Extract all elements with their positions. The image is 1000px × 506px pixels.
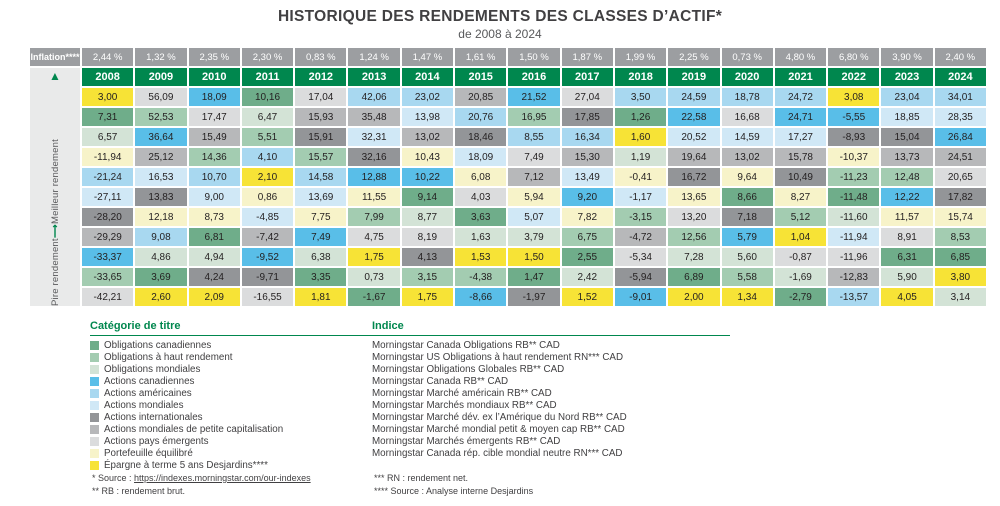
returns-table <box>30 48 986 306</box>
inflation-value-2019: 2,25 % <box>668 48 719 66</box>
cell-2020-ET: 1,34 <box>722 288 773 306</box>
cell-2018-PE: -5,34 <box>615 248 666 266</box>
cell-2013-AM: 32,31 <box>348 128 399 146</box>
cell-2014-OC: 9,14 <box>402 188 453 206</box>
year-header-2024: 2024 <box>935 68 986 86</box>
cell-2014-ET: 1,75 <box>402 288 453 306</box>
legend-label-OM: Obligations mondiales <box>104 363 201 375</box>
year-header-2010: 2010 <box>189 68 240 86</box>
cell-2021-ET: 1,04 <box>775 228 826 246</box>
cell-2020-OHR: 5,58 <box>722 268 773 286</box>
inflation-value-2020: 0,73 % <box>722 48 773 66</box>
cell-2009-AI: 13,83 <box>135 188 186 206</box>
cell-2016-OC: 1,47 <box>508 268 559 286</box>
cell-2013-ET: 1,75 <box>348 248 399 266</box>
year-header-2011: 2011 <box>242 68 293 86</box>
cell-2020-PEQ: 9,64 <box>722 168 773 186</box>
cell-2015-AA: 20,76 <box>455 108 506 126</box>
cell-2019-OC: 6,89 <box>668 268 719 286</box>
cell-2024-AC: 26,84 <box>935 128 986 146</box>
legend-index-OHR: Morningstar US Obligations à haut rendement RN*** CAD <box>372 351 624 363</box>
cell-2024-PE: 20,65 <box>935 168 986 186</box>
cell-2023-PEQ: 11,57 <box>881 208 932 226</box>
cell-2011-PEQ: 0,86 <box>242 188 293 206</box>
cell-2010-AC: 18,09 <box>189 88 240 106</box>
cell-2012-OC: 3,35 <box>295 268 346 286</box>
cell-2021-PEQ: 8,27 <box>775 188 826 206</box>
cell-2017-PEQ: 7,82 <box>562 208 613 226</box>
cell-2008-PC: -29,29 <box>82 228 133 246</box>
cell-2024-AI: 17,82 <box>935 188 986 206</box>
cell-2016-PC: 7,12 <box>508 168 559 186</box>
cell-2015-PC: 20,85 <box>455 88 506 106</box>
year-header-2016: 2016 <box>508 68 559 86</box>
cell-2018-AM: -1,17 <box>615 188 666 206</box>
cell-2021-AM: 17,27 <box>775 128 826 146</box>
cell-2012-PE: 17,04 <box>295 88 346 106</box>
year-header-2023: 2023 <box>881 68 932 86</box>
cell-2024-PC: 24,51 <box>935 148 986 166</box>
legend <box>90 320 730 471</box>
legend-label-ET: Épargne à terme 5 ans Desjardins**** <box>104 459 268 471</box>
page-title: HISTORIQUE DES RENDEMENTS DES CLASSES D’ACTIF* <box>277 8 723 25</box>
legend-row-PE <box>90 435 730 447</box>
cell-2024-PEQ: 15,74 <box>935 208 986 226</box>
inflation-value-2009: 1,32 % <box>135 48 186 66</box>
cell-2011-OHR: 5,51 <box>242 128 293 146</box>
cell-2020-PC: 13,02 <box>722 148 773 166</box>
cell-2009-OHR: 52,53 <box>135 108 186 126</box>
cell-2022-OM: -11,60 <box>828 208 879 226</box>
cell-2018-AC: -9,01 <box>615 288 666 306</box>
cell-2022-ET: 3,08 <box>828 88 879 106</box>
inflation-label: Inflation**** <box>30 48 80 66</box>
legend-index-PEQ: Morningstar Canada rép. cible mondial neutre RN*** CAD <box>372 447 623 459</box>
legend-label-AM: Actions mondiales <box>104 399 184 411</box>
cell-2023-PC: 13,73 <box>881 148 932 166</box>
cell-2012-PC: 15,93 <box>295 108 346 126</box>
cell-2010-OHR: 14,36 <box>189 148 240 166</box>
year-header-2019: 2019 <box>668 68 719 86</box>
legend-swatch-OHR <box>90 353 99 362</box>
cell-2021-PE: -0,87 <box>775 248 826 266</box>
cell-2018-PC: -4,72 <box>615 228 666 246</box>
cell-2018-AA: 3,50 <box>615 88 666 106</box>
cell-2016-PE: 7,49 <box>508 148 559 166</box>
cell-2020-OC: 8,66 <box>722 188 773 206</box>
legend-label-AI: Actions internationales <box>104 411 203 423</box>
cell-2017-OHR: 6,75 <box>562 228 613 246</box>
inflation-value-2008: 2,44 % <box>82 48 133 66</box>
legend-index-header: Indice <box>372 320 404 332</box>
legend-label-PEQ: Portefeuille équilibré <box>104 447 193 459</box>
cell-2013-AI: 32,16 <box>348 148 399 166</box>
year-header-2009: 2009 <box>135 68 186 86</box>
cell-2024-ET: 3,80 <box>935 268 986 286</box>
cell-2018-OHR: -3,15 <box>615 208 666 226</box>
cell-2016-OM: 3,79 <box>508 228 559 246</box>
cell-2013-PC: 35,48 <box>348 108 399 126</box>
cell-2008-AA: -21,24 <box>82 168 133 186</box>
cell-2009-OM: 4,86 <box>135 248 186 266</box>
legend-category-header: Catégorie de titre <box>90 320 181 332</box>
cell-2017-AM: 13,49 <box>562 168 613 186</box>
footnote-rn: *** RN : rendement net. <box>374 473 469 483</box>
cell-2015-PE: 4,03 <box>455 188 506 206</box>
cell-2017-ET: 1,52 <box>562 288 613 306</box>
cell-2015-PEQ: 6,08 <box>455 168 506 186</box>
year-header-2022: 2022 <box>828 68 879 86</box>
legend-swatch-AA <box>90 389 99 398</box>
cell-2011-AA: 4,10 <box>242 148 293 166</box>
legend-swatch-AC <box>90 377 99 386</box>
cell-2017-OM: 2,42 <box>562 268 613 286</box>
cell-2016-AA: 8,55 <box>508 128 559 146</box>
inflation-value-2014: 1,47 % <box>402 48 453 66</box>
cell-2018-OM: 1,19 <box>615 148 666 166</box>
cell-2009-PE: 56,09 <box>135 88 186 106</box>
year-header-2020: 2020 <box>722 68 773 86</box>
cell-2013-PEQ: 11,55 <box>348 188 399 206</box>
legend-label-OC: Obligations canadiennes <box>104 339 212 351</box>
year-header-2013: 2013 <box>348 68 399 86</box>
cell-2010-OC: 6,81 <box>189 228 240 246</box>
cell-2016-AC: 21,52 <box>508 88 559 106</box>
cell-2018-OC: 1,26 <box>615 108 666 126</box>
cell-2023-OM: 5,90 <box>881 268 932 286</box>
cell-2019-AI: 16,72 <box>668 168 719 186</box>
cell-2015-AM: 18,09 <box>455 148 506 166</box>
cell-2010-OM: 4,94 <box>189 248 240 266</box>
cell-2017-PC: 15,30 <box>562 148 613 166</box>
cell-2024-OM: 3,14 <box>935 288 986 306</box>
cell-2011-PC: -7,42 <box>242 228 293 246</box>
legend-row-OC <box>90 339 730 351</box>
legend-row-AC <box>90 375 730 387</box>
legend-row-AI <box>90 411 730 423</box>
cell-2016-ET: 1,50 <box>508 248 559 266</box>
cell-2023-AC: 12,22 <box>881 188 932 206</box>
cell-2019-OHR: 12,56 <box>668 228 719 246</box>
cell-2021-OHR: 5,12 <box>775 208 826 226</box>
cell-2008-AM: -27,11 <box>82 188 133 206</box>
cell-2017-PE: 27,04 <box>562 88 613 106</box>
cell-2012-AM: 13,69 <box>295 188 346 206</box>
cell-2008-PE: -42,21 <box>82 288 133 306</box>
legend-swatch-OM <box>90 365 99 374</box>
cell-2008-OC: 7,31 <box>82 108 133 126</box>
footnotes-right <box>374 473 732 499</box>
cell-2012-PEQ: 7,75 <box>295 208 346 226</box>
cell-2014-PC: 13,02 <box>402 128 453 146</box>
cell-2019-PC: 19,64 <box>668 148 719 166</box>
cell-2019-AC: 22,58 <box>668 108 719 126</box>
cell-2011-OM: 6,47 <box>242 108 293 126</box>
inflation-value-2018: 1,99 % <box>615 48 666 66</box>
inflation-value-2024: 2,40 % <box>935 48 986 66</box>
cell-2017-AC: 9,20 <box>562 188 613 206</box>
legend-index-AA: Morningstar Marché américain RB** CAD <box>372 387 552 399</box>
cell-2014-AM: 13,98 <box>402 108 453 126</box>
cell-2010-PEQ: 8,73 <box>189 208 240 226</box>
legend-label-AC: Actions canadiennes <box>104 375 195 387</box>
cell-2009-AA: 9,08 <box>135 228 186 246</box>
cell-2024-AA: 34,01 <box>935 88 986 106</box>
cell-2015-AI: 18,46 <box>455 128 506 146</box>
cell-2022-PE: -11,96 <box>828 248 879 266</box>
cell-2013-AA: 42,06 <box>348 88 399 106</box>
cell-2011-OC: 10,16 <box>242 88 293 106</box>
cell-2010-ET: 2,09 <box>189 288 240 306</box>
cell-2017-AI: 17,85 <box>562 108 613 126</box>
cell-2024-OC: 6,85 <box>935 248 986 266</box>
cell-2016-AI: -1,97 <box>508 288 559 306</box>
legend-row-OM <box>90 363 730 375</box>
year-header-2014: 2014 <box>402 68 453 86</box>
cell-2014-AI: 4,13 <box>402 248 453 266</box>
legend-index-PC: Morningstar Marché mondial petit & moyen cap RB** CAD <box>372 423 625 435</box>
inflation-value-2022: 6,80 % <box>828 48 879 66</box>
cell-2013-OHR: 7,99 <box>348 208 399 226</box>
legend-label-OHR: Obligations à haut rendement <box>104 351 233 363</box>
inflation-value-2017: 1,87 % <box>562 48 613 66</box>
legend-swatch-PEQ <box>90 449 99 458</box>
cell-2022-OHR: -11,23 <box>828 168 879 186</box>
cell-2008-PEQ: -11,94 <box>82 148 133 166</box>
inflation-value-2012: 0,83 % <box>295 48 346 66</box>
cell-2024-AM: 28,35 <box>935 108 986 126</box>
year-header-2015: 2015 <box>455 68 506 86</box>
cell-2018-ET: 1,60 <box>615 128 666 146</box>
cell-2015-OHR: -4,38 <box>455 268 506 286</box>
legend-swatch-OC <box>90 341 99 350</box>
inflation-value-2023: 3,90 % <box>881 48 932 66</box>
legend-header <box>90 320 730 336</box>
cell-2009-ET: 2,60 <box>135 288 186 306</box>
cell-2015-AC: -8,66 <box>455 288 506 306</box>
cell-2016-OHR: 16,95 <box>508 108 559 126</box>
cell-2009-OC: 3,69 <box>135 268 186 286</box>
cell-2009-AM: 16,53 <box>135 168 186 186</box>
performance-axis-label: Pire rendement ⟶ Meilleur rendement <box>49 139 61 306</box>
year-header-2018: 2018 <box>615 68 666 86</box>
cell-2012-OM: 6,38 <box>295 248 346 266</box>
cell-2013-OC: -1,67 <box>348 288 399 306</box>
cell-2014-AC: 10,22 <box>402 168 453 186</box>
footnote-internal: **** Source : Analyse interne Desjardins <box>374 486 534 496</box>
cell-2011-PE: -16,55 <box>242 288 293 306</box>
cell-2021-AA: 24,72 <box>775 88 826 106</box>
legend-index-AC: Morningstar Canada RB** CAD <box>372 375 509 387</box>
cell-2015-OM: 1,63 <box>455 228 506 246</box>
page-subtitle: de 2008 à 2024 <box>458 27 542 41</box>
cell-2021-OC: -2,79 <box>775 288 826 306</box>
cell-2014-OM: 8,77 <box>402 208 453 226</box>
cell-2020-OM: 5,60 <box>722 248 773 266</box>
cell-2013-OM: 0,73 <box>348 268 399 286</box>
legend-label-PC: Actions mondiales de petite capitalisation <box>104 423 284 435</box>
cell-2021-OM: -1,69 <box>775 268 826 286</box>
cell-2022-AM: -11,94 <box>828 228 879 246</box>
year-header-2017: 2017 <box>562 68 613 86</box>
cell-2011-AI: -9,71 <box>242 268 293 286</box>
cell-2021-AC: 24,71 <box>775 108 826 126</box>
cell-2023-AI: 15,04 <box>881 128 932 146</box>
cell-2011-AM: -4,85 <box>242 208 293 226</box>
legend-row-ET <box>90 459 730 471</box>
cell-2020-AC: 5,79 <box>722 228 773 246</box>
cell-2009-AC: 36,64 <box>135 128 186 146</box>
cell-2012-AC: 7,49 <box>295 228 346 246</box>
cell-2022-OC: -11,48 <box>828 188 879 206</box>
legend-label-AA: Actions américaines <box>104 387 192 399</box>
cell-2021-AI: 10,49 <box>775 168 826 186</box>
cell-2010-AI: 4,24 <box>189 268 240 286</box>
cell-2020-AI: 7,18 <box>722 208 773 226</box>
cell-2008-AI: -28,20 <box>82 208 133 226</box>
footnotes-left <box>92 473 374 499</box>
cell-2019-PE: 13,20 <box>668 208 719 226</box>
cell-2008-OM: 6,57 <box>82 128 133 146</box>
cell-2015-ET: 1,53 <box>455 248 506 266</box>
legend-swatch-ET <box>90 461 99 470</box>
legend-row-AA <box>90 387 730 399</box>
legend-swatch-AI <box>90 413 99 422</box>
legend-label-PE: Actions pays émergents <box>104 435 209 447</box>
legend-row-PEQ <box>90 447 730 459</box>
inflation-value-2013: 1,24 % <box>348 48 399 66</box>
cell-2009-PC: 25,12 <box>135 148 186 166</box>
cell-2024-OHR: 8,53 <box>935 228 986 246</box>
legend-swatch-PC <box>90 425 99 434</box>
cell-2010-PE: 17,47 <box>189 108 240 126</box>
year-header-2021: 2021 <box>775 68 826 86</box>
footnotes <box>92 473 732 499</box>
cell-2018-AI: -5,94 <box>615 268 666 286</box>
cell-2010-AM: 9,00 <box>189 188 240 206</box>
cell-2009-PEQ: 12,18 <box>135 208 186 226</box>
cell-2019-ET: 2,00 <box>668 288 719 306</box>
cell-2023-AA: 23,04 <box>881 88 932 106</box>
legend-row-AM <box>90 399 730 411</box>
footnote-source: * Source : https://indexes.morningstar.com/our-indexes <box>92 473 311 483</box>
cell-2017-AA: 16,34 <box>562 128 613 146</box>
arrow-up-icon: ▲ <box>49 69 61 83</box>
inflation-value-2016: 1,50 % <box>508 48 559 66</box>
inflation-value-2021: 4,80 % <box>775 48 826 66</box>
cell-2010-PC: 15,49 <box>189 128 240 146</box>
cell-2011-ET: 2,10 <box>242 168 293 186</box>
legend-index-PE: Morningstar Marchés émergents RB** CAD <box>372 435 561 447</box>
cell-2013-PE: 4,75 <box>348 228 399 246</box>
cell-2021-PC: 15,78 <box>775 148 826 166</box>
legend-swatch-AM <box>90 401 99 410</box>
cell-2019-PEQ: 13,65 <box>668 188 719 206</box>
cell-2010-AA: 10,70 <box>189 168 240 186</box>
morningstar-link[interactable]: https://indexes.morningstar.com/our-indexes <box>134 473 311 483</box>
year-header-2008: 2008 <box>82 68 133 86</box>
legend-index-OM: Morningstar Obligations Globales RB** CAD <box>372 363 565 375</box>
legend-index-AM: Morningstar Marchés mondiaux RB** CAD <box>372 399 557 411</box>
cell-2013-AC: 12,88 <box>348 168 399 186</box>
cell-2019-OM: 7,28 <box>668 248 719 266</box>
cell-2008-AC: -33,37 <box>82 248 133 266</box>
cell-2022-AI: -8,93 <box>828 128 879 146</box>
cell-2023-OC: 6,31 <box>881 248 932 266</box>
cell-2023-ET: 4,05 <box>881 288 932 306</box>
cell-2012-AI: 15,91 <box>295 128 346 146</box>
cell-2022-AA: -13,57 <box>828 288 879 306</box>
inflation-value-2010: 2,35 % <box>189 48 240 66</box>
legend-row-OHR <box>90 351 730 363</box>
cell-2014-PE: 8,19 <box>402 228 453 246</box>
footnote-rb: ** RB : rendement brut. <box>92 486 186 496</box>
cell-2022-PC: -12,83 <box>828 268 879 286</box>
cell-2018-PEQ: -0,41 <box>615 168 666 186</box>
cell-2008-OHR: -33,65 <box>82 268 133 286</box>
cell-2014-AA: 23,02 <box>402 88 453 106</box>
cell-2020-PE: 16,68 <box>722 108 773 126</box>
cell-2008-ET: 3,00 <box>82 88 133 106</box>
cell-2019-AM: 20,52 <box>668 128 719 146</box>
cell-2019-AA: 24,59 <box>668 88 719 106</box>
axis-arrow-icon: ⟶ <box>49 224 61 239</box>
inflation-value-2015: 1,61 % <box>455 48 506 66</box>
cell-2011-AC: -9,52 <box>242 248 293 266</box>
cell-2022-AC: -5,55 <box>828 108 879 126</box>
cell-2020-AA: 18,78 <box>722 88 773 106</box>
cell-2016-PEQ: 5,94 <box>508 188 559 206</box>
cell-2012-ET: 1,81 <box>295 288 346 306</box>
cell-2012-OHR: 15,57 <box>295 148 346 166</box>
cell-2023-OHR: 12,48 <box>881 168 932 186</box>
cell-2022-PEQ: -10,37 <box>828 148 879 166</box>
legend-swatch-PE <box>90 437 99 446</box>
cell-2014-PEQ: 10,43 <box>402 148 453 166</box>
cell-2023-PE: 8,91 <box>881 228 932 246</box>
year-header-2012: 2012 <box>295 68 346 86</box>
cell-2014-OHR: 3,15 <box>402 268 453 286</box>
cell-2023-AM: 18,85 <box>881 108 932 126</box>
legend-index-OC: Morningstar Canada Obligations RB** CAD <box>372 339 560 351</box>
cell-2017-OC: 2,55 <box>562 248 613 266</box>
cell-2012-AA: 14,58 <box>295 168 346 186</box>
legend-index-AI: Morningstar Marché dév. ex l’Amérique du Nord RB** CAD <box>372 411 627 423</box>
cell-2015-OC: 3,63 <box>455 208 506 226</box>
cell-2016-AM: 5,07 <box>508 208 559 226</box>
inflation-value-2011: 2,30 % <box>242 48 293 66</box>
legend-row-PC <box>90 423 730 435</box>
cell-2020-AM: 14,59 <box>722 128 773 146</box>
performance-axis <box>30 68 80 306</box>
